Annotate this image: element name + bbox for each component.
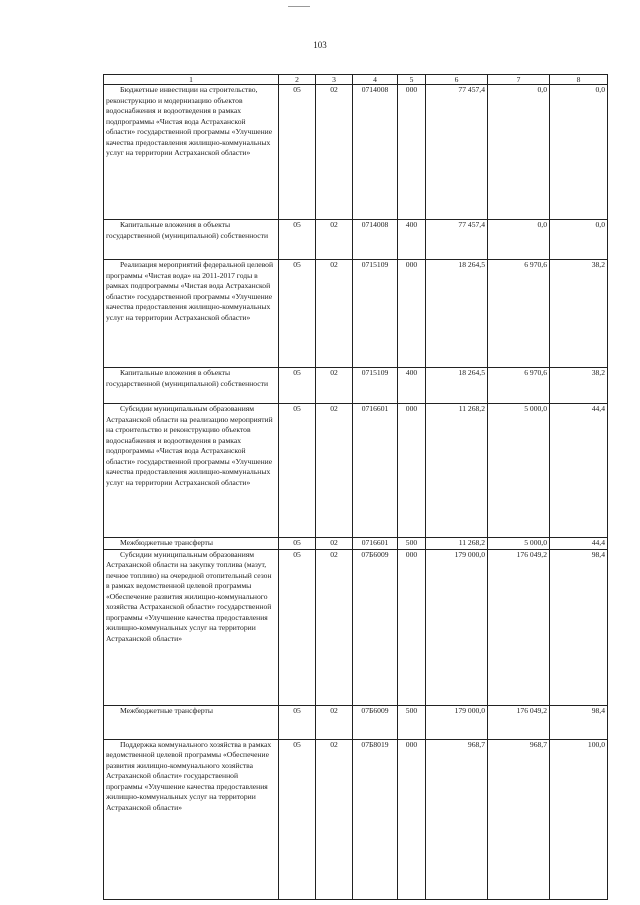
header-cell: 8 bbox=[550, 75, 608, 85]
budget-table bbox=[103, 74, 608, 900]
header-row bbox=[104, 75, 608, 85]
row-name-cell bbox=[104, 549, 279, 705]
row-planned-cell: 179 000,0 bbox=[426, 549, 488, 705]
row-percent-cell: 100,0 bbox=[550, 739, 608, 899]
header-cell: 3 bbox=[316, 75, 353, 85]
header-cell: 7 bbox=[488, 75, 550, 85]
row-target-article-cell: 0714008 bbox=[353, 220, 398, 260]
row-target-article-cell: 07Б6009 bbox=[353, 705, 398, 739]
row-section-cell: 05 bbox=[279, 549, 316, 705]
top-edge-mark bbox=[288, 6, 310, 7]
row-planned-cell: 968,7 bbox=[426, 739, 488, 899]
row-expense-type-cell: 400 bbox=[398, 368, 426, 404]
row-name-cell bbox=[104, 85, 279, 220]
row-percent-cell: 44,4 bbox=[550, 538, 608, 550]
row-percent-cell: 98,4 bbox=[550, 705, 608, 739]
row-target-article-cell: 0716601 bbox=[353, 538, 398, 550]
row-section-cell: 05 bbox=[279, 404, 316, 538]
row-planned-cell: 11 268,2 bbox=[426, 538, 488, 550]
row-name-cell bbox=[104, 260, 279, 368]
row-name-cell bbox=[104, 538, 279, 550]
row-section-cell: 05 bbox=[279, 739, 316, 899]
row-subsection-cell: 02 bbox=[316, 368, 353, 404]
header-cell: 6 bbox=[426, 75, 488, 85]
row-executed-cell: 176 049,2 bbox=[488, 705, 550, 739]
table-row bbox=[104, 705, 608, 739]
row-name-text: Реализация мероприятий федеральной целевой программы «Чистая вода» на 2011-2017 годы в рамках подпрограммы «Чистая вода Астраханской области» государственной программы «Улучшение качества предоставления жилищно-коммунальных услуг на территории Астраханской области» bbox=[106, 260, 274, 322]
row-target-article-cell: 0715109 bbox=[353, 260, 398, 368]
header-cell: 2 bbox=[279, 75, 316, 85]
row-expense-type-cell: 000 bbox=[398, 85, 426, 220]
row-executed-cell: 5 000,0 bbox=[488, 538, 550, 550]
table-row bbox=[104, 549, 608, 705]
header-cell: 1 bbox=[104, 75, 279, 85]
row-percent-cell: 0,0 bbox=[550, 220, 608, 260]
row-target-article-cell: 0714008 bbox=[353, 85, 398, 220]
row-expense-type-cell: 500 bbox=[398, 538, 426, 550]
row-percent-cell: 98,4 bbox=[550, 549, 608, 705]
row-percent-cell: 44,4 bbox=[550, 404, 608, 538]
row-name-text: Межбюджетные трансферты bbox=[120, 538, 213, 547]
row-planned-cell: 77 457,4 bbox=[426, 85, 488, 220]
row-subsection-cell: 02 bbox=[316, 260, 353, 368]
row-subsection-cell: 02 bbox=[316, 538, 353, 550]
row-planned-cell: 18 264,5 bbox=[426, 368, 488, 404]
row-subsection-cell: 02 bbox=[316, 705, 353, 739]
row-executed-cell: 968,7 bbox=[488, 739, 550, 899]
row-expense-type-cell: 000 bbox=[398, 549, 426, 705]
row-name-text: Субсидии муниципальным образованиям Астраханской области на реализацию мероприятий на строительство и реконструкцию объектов водоснабжения и водоотведения в рамках подпрограммы «Чистая вода Астраханской области» государственной программы «Улучшение качества предоставления жилищно-коммунальных услуг на территории Астраханской области» bbox=[106, 404, 273, 487]
row-expense-type-cell: 400 bbox=[398, 220, 426, 260]
table-row bbox=[104, 260, 608, 368]
row-executed-cell: 6 970,6 bbox=[488, 260, 550, 368]
row-executed-cell: 0,0 bbox=[488, 220, 550, 260]
row-subsection-cell: 02 bbox=[316, 220, 353, 260]
row-name-text: Капитальные вложения в объекты государственной (муниципальной) собственности bbox=[106, 368, 269, 388]
row-subsection-cell: 02 bbox=[316, 549, 353, 705]
row-expense-type-cell: 000 bbox=[398, 260, 426, 368]
table-row bbox=[104, 739, 608, 899]
row-target-article-cell: 07Б6009 bbox=[353, 549, 398, 705]
row-section-cell: 05 bbox=[279, 85, 316, 220]
row-target-article-cell: 07Б8019 bbox=[353, 739, 398, 899]
row-executed-cell: 176 049,2 bbox=[488, 549, 550, 705]
row-section-cell: 05 bbox=[279, 368, 316, 404]
row-expense-type-cell: 500 bbox=[398, 705, 426, 739]
row-planned-cell: 77 457,4 bbox=[426, 220, 488, 260]
row-name-cell bbox=[104, 220, 279, 260]
header-cell: 5 bbox=[398, 75, 426, 85]
row-planned-cell: 18 264,5 bbox=[426, 260, 488, 368]
row-name-text: Бюджетные инвестиции на строительство, реконструкцию и модернизацию объектов водоснабжения и водоотведения в рамках подпрограммы «Чистая вода Астраханской области» государственной программы «Улучшение качества предоставления жилищно-коммунальных услуг на территории Астраханской области» bbox=[106, 85, 273, 157]
row-target-article-cell: 0715109 bbox=[353, 368, 398, 404]
row-executed-cell: 6 970,6 bbox=[488, 368, 550, 404]
row-planned-cell: 179 000,0 bbox=[426, 705, 488, 739]
table-row bbox=[104, 538, 608, 550]
row-executed-cell: 0,0 bbox=[488, 85, 550, 220]
table-row bbox=[104, 220, 608, 260]
table-row bbox=[104, 85, 608, 220]
row-percent-cell: 38,2 bbox=[550, 368, 608, 404]
row-name-text: Капитальные вложения в объекты государственной (муниципальной) собственности bbox=[106, 220, 269, 240]
header-cell: 4 bbox=[353, 75, 398, 85]
table-row bbox=[104, 368, 608, 404]
row-name-cell bbox=[104, 705, 279, 739]
row-expense-type-cell: 000 bbox=[398, 739, 426, 899]
row-subsection-cell: 02 bbox=[316, 404, 353, 538]
row-name-text: Поддержка коммунального хозяйства в рамках ведомственной целевой программы «Обеспечение развития жилищно-коммунального хозяйства Астраханской области» государственной программы «Улучшение качества предоставления жилищно-коммунальных услуг на территории Астраханской области» bbox=[106, 739, 272, 812]
row-executed-cell: 5 000,0 bbox=[488, 404, 550, 538]
table-row bbox=[104, 404, 608, 538]
row-percent-cell: 38,2 bbox=[550, 260, 608, 368]
row-subsection-cell: 02 bbox=[316, 739, 353, 899]
row-name-cell bbox=[104, 368, 279, 404]
row-name-cell bbox=[104, 404, 279, 538]
row-section-cell: 05 bbox=[279, 220, 316, 260]
row-name-cell bbox=[104, 739, 279, 899]
row-percent-cell: 0,0 bbox=[550, 85, 608, 220]
row-expense-type-cell: 000 bbox=[398, 404, 426, 538]
row-section-cell: 05 bbox=[279, 260, 316, 368]
row-section-cell: 05 bbox=[279, 705, 316, 739]
table-body bbox=[104, 85, 608, 900]
row-name-text: Субсидии муниципальным образованиям Астраханской области на закупку топлива (мазут, печное топливо) на очередной отопительный сезон в рамках ведомственной целевой программы «Обеспечение развития жилищно-коммунального хозяйства Астраханской области» государственной программы «Улучшение качества предоставления жилищно-коммунальных услуг на территории Астраханской области» bbox=[106, 549, 272, 643]
row-name-text: Межбюджетные трансферты bbox=[120, 705, 213, 715]
row-target-article-cell: 0716601 bbox=[353, 404, 398, 538]
row-section-cell: 05 bbox=[279, 538, 316, 550]
row-subsection-cell: 02 bbox=[316, 85, 353, 220]
page-number: 103 bbox=[313, 40, 327, 50]
row-planned-cell: 11 268,2 bbox=[426, 404, 488, 538]
